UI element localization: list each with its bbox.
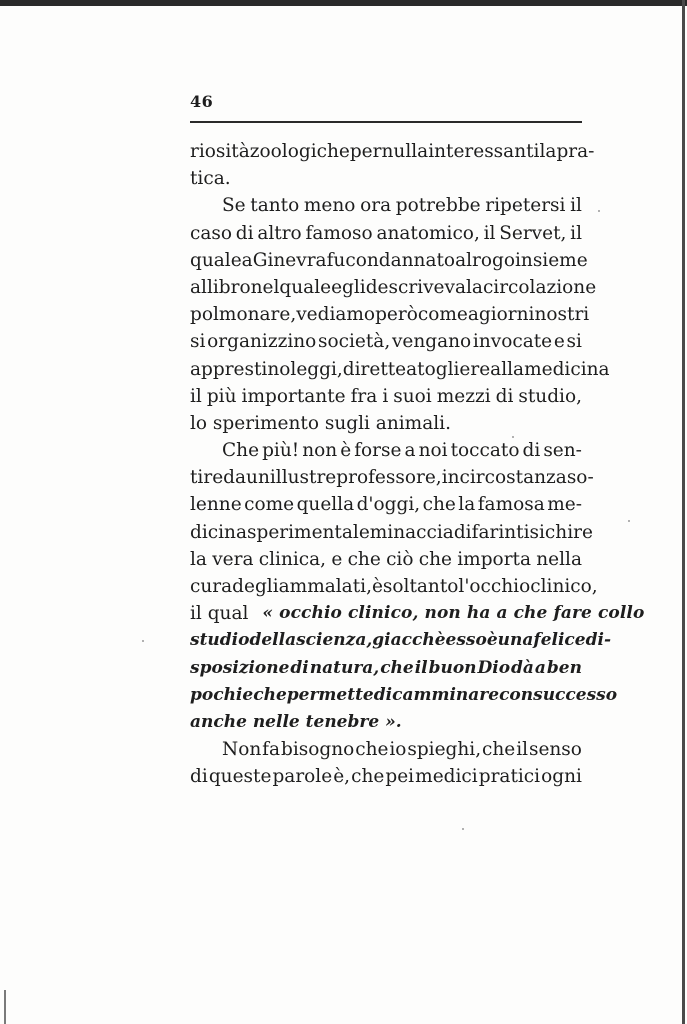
text-line: cura degli ammalati, è soltanto l'occhio clinico, <box>190 576 598 597</box>
text-line: tica. <box>190 168 231 190</box>
quote-line: pochi e che permette di camminare con successo <box>190 684 618 705</box>
text-line: polmonare, vediamo però come a giorni nostri <box>190 304 590 326</box>
text-line: lo sperimento sugli animali. <box>190 412 451 434</box>
text-segment: il qual <box>190 603 249 625</box>
text-line: lenne come quella d'oggi, che la famosa me- <box>190 494 582 516</box>
text-line: caso di altro famoso anatomico, il Servet, il <box>190 222 582 244</box>
text-line: riosità zoologiche per nulla interessanti la pra- <box>190 141 595 162</box>
quote-line: studio della scienza, giacchè esso è una felice di- <box>190 630 612 651</box>
text-line: al libro nel quale egli descriveva la circolazione <box>190 276 597 298</box>
text-line: quale a Ginevra fu condannato al rogo insieme <box>190 249 588 271</box>
page-right-edge <box>682 0 685 1024</box>
header-rule <box>190 121 582 123</box>
quote-line: anche nelle tenebre ». <box>190 711 402 732</box>
text-line: dicina sperimentale minaccia di far intisichire <box>190 521 593 543</box>
body-text <box>190 138 645 791</box>
text-line: Non fa bisogno che io spieghi, che il senso <box>222 739 582 761</box>
page-number: 46 <box>190 92 214 111</box>
paper-speck <box>462 828 464 830</box>
text-line: tire da un illustre professore, in circostanza so- <box>190 467 594 489</box>
text-line: Che più! non è forse a noi toccato di sen- <box>222 440 582 462</box>
text-line: Se tanto meno ora potrebbe ripetersi il <box>222 195 582 217</box>
text-line-mixed <box>190 600 645 627</box>
quote-line: sposizione di natura, che il buon Dio dà a ben <box>190 657 582 678</box>
text-line: la vera clinica, e che ciò che importa nella <box>190 548 582 570</box>
paper-speck <box>598 210 600 212</box>
page-left-mark <box>4 990 6 1024</box>
page-top-edge <box>0 0 687 6</box>
text-line: si organizzino società, vengano invocate e si <box>190 331 582 353</box>
quote-segment: « occhio clinico, non ha a che fare collo <box>262 603 645 624</box>
paper-speck <box>628 520 630 522</box>
text-line: di queste parole è, che pei medici pratici ogni <box>190 766 582 788</box>
text-line: il più importante fra i suoi mezzi di studio, <box>190 385 582 407</box>
paper-speck <box>142 640 144 642</box>
text-line: apprestino leggi, dirette a togliere alla medicina <box>190 358 610 380</box>
paper-speck <box>512 436 514 438</box>
